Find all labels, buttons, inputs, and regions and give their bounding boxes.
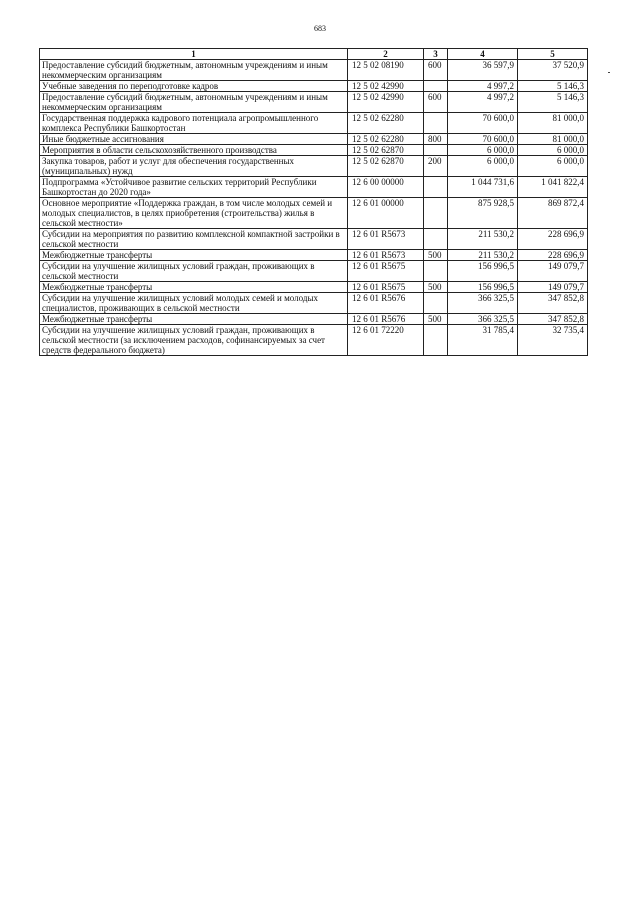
header-col-5: 5 — [518, 49, 588, 60]
table-row — [40, 293, 588, 314]
row-name: Подпрограмма «Устойчивое развитие сельских территорий Республики Башкортостан до 2020 года» — [40, 177, 348, 198]
row-value-col5: 228 696,9 — [518, 229, 588, 250]
table-row — [40, 325, 588, 356]
row-code: 12 6 00 00000 — [348, 177, 424, 198]
table-row — [40, 177, 588, 198]
row-code: 12 5 02 62870 — [348, 145, 424, 156]
row-value-col5: 228 696,9 — [518, 250, 588, 261]
row-name: Субсидии на улучшение жилищных условий граждан, проживающих в сельской местности — [40, 261, 348, 282]
row-name: Предоставление субсидий бюджетным, автономным учреждениям и иным некоммерческим организациям — [40, 60, 348, 81]
row-value-col4: 1 044 731,6 — [448, 177, 518, 198]
row-code: 12 6 01 R5673 — [348, 250, 424, 261]
row-name: Межбюджетные трансферты — [40, 282, 348, 293]
row-value-col5: 347 852,8 — [518, 314, 588, 325]
row-value-col4: 31 785,4 — [448, 325, 518, 356]
row-code: 12 6 01 R5676 — [348, 314, 424, 325]
row-value-col5: 1 041 822,4 — [518, 177, 588, 198]
table-header — [40, 49, 588, 60]
row-value-col4: 6 000,0 — [448, 145, 518, 156]
row-code: 12 6 01 R5675 — [348, 261, 424, 282]
row-value-col5: 81 000,0 — [518, 113, 588, 134]
row-type: 200 — [424, 156, 448, 177]
table-row — [40, 134, 588, 145]
table-row — [40, 60, 588, 81]
row-value-col4: 366 325,5 — [448, 314, 518, 325]
row-value-col4: 6 000,0 — [448, 156, 518, 177]
row-value-col5: 37 520,9 — [518, 60, 588, 81]
table-row — [40, 229, 588, 250]
row-value-col4: 366 325,5 — [448, 293, 518, 314]
table-row — [40, 113, 588, 134]
row-name: Мероприятия в области сельскохозяйственного производства — [40, 145, 348, 156]
row-value-col4: 36 597,9 — [448, 60, 518, 81]
row-value-col4: 70 600,0 — [448, 113, 518, 134]
row-code: 12 5 02 62280 — [348, 134, 424, 145]
table-row — [40, 250, 588, 261]
table-row — [40, 156, 588, 177]
table-row — [40, 81, 588, 92]
table-row — [40, 261, 588, 282]
scan-speck — [608, 72, 610, 73]
header-row — [40, 49, 588, 60]
row-name: Иные бюджетные ассигнования — [40, 134, 348, 145]
row-value-col5: 32 735,4 — [518, 325, 588, 356]
row-type — [424, 81, 448, 92]
row-code: 12 5 02 42990 — [348, 81, 424, 92]
row-name: Субсидии на улучшение жилищных условий молодых семей и молодых специалистов, проживающих в сельской местности — [40, 293, 348, 314]
row-code: 12 6 01 00000 — [348, 198, 424, 229]
row-name: Учебные заведения по переподготовке кадров — [40, 81, 348, 92]
row-code: 12 6 01 R5675 — [348, 282, 424, 293]
row-value-col5: 6 000,0 — [518, 156, 588, 177]
row-value-col4: 4 997,2 — [448, 81, 518, 92]
row-code: 12 5 02 62870 — [348, 156, 424, 177]
row-type: 500 — [424, 250, 448, 261]
row-value-col4: 875 928,5 — [448, 198, 518, 229]
row-type — [424, 145, 448, 156]
row-type — [424, 293, 448, 314]
table-row — [40, 282, 588, 293]
row-name: Государственная поддержка кадрового потенциала агропромышленного комплекса Республики Башкортостан — [40, 113, 348, 134]
table-row — [40, 198, 588, 229]
row-code: 12 6 01 R5676 — [348, 293, 424, 314]
table-row — [40, 145, 588, 156]
row-value-col5: 869 872,4 — [518, 198, 588, 229]
row-type: 500 — [424, 314, 448, 325]
row-type: 500 — [424, 282, 448, 293]
header-col-2: 2 — [348, 49, 424, 60]
row-type — [424, 113, 448, 134]
row-type: 600 — [424, 92, 448, 113]
row-code: 12 5 02 08190 — [348, 60, 424, 81]
row-type — [424, 229, 448, 250]
row-value-col5: 149 079,7 — [518, 261, 588, 282]
header-col-1: 1 — [40, 49, 348, 60]
row-name: Субсидии на улучшение жилищных условий граждан, проживающих в сельской местности (за исключением расходов, софинансируемых за счет средств федерального бюджета) — [40, 325, 348, 356]
budget-table — [39, 48, 588, 356]
row-value-col4: 4 997,2 — [448, 92, 518, 113]
row-value-col5: 149 079,7 — [518, 282, 588, 293]
row-code: 12 6 01 R5673 — [348, 229, 424, 250]
row-name: Межбюджетные трансферты — [40, 314, 348, 325]
row-type: 800 — [424, 134, 448, 145]
row-name: Предоставление субсидий бюджетным, автономным учреждениям и иным некоммерческим организациям — [40, 92, 348, 113]
row-value-col4: 211 530,2 — [448, 229, 518, 250]
row-value-col4: 156 996,5 — [448, 282, 518, 293]
row-value-col5: 5 146,3 — [518, 81, 588, 92]
row-type — [424, 198, 448, 229]
header-col-3: 3 — [424, 49, 448, 60]
row-value-col4: 70 600,0 — [448, 134, 518, 145]
row-code: 12 5 02 42990 — [348, 92, 424, 113]
row-type: 600 — [424, 60, 448, 81]
row-type — [424, 177, 448, 198]
table-body — [40, 60, 588, 356]
row-name: Межбюджетные трансферты — [40, 250, 348, 261]
row-type — [424, 325, 448, 356]
row-value-col5: 81 000,0 — [518, 134, 588, 145]
row-value-col4: 211 530,2 — [448, 250, 518, 261]
row-code: 12 5 02 62280 — [348, 113, 424, 134]
row-value-col5: 5 146,3 — [518, 92, 588, 113]
row-name: Субсидии на мероприятия по развитию комплексной компактной застройки в сельской местности — [40, 229, 348, 250]
table-row — [40, 314, 588, 325]
header-col-4: 4 — [448, 49, 518, 60]
row-type — [424, 261, 448, 282]
row-code: 12 6 01 72220 — [348, 325, 424, 356]
row-value-col5: 6 000,0 — [518, 145, 588, 156]
row-value-col5: 347 852,8 — [518, 293, 588, 314]
page-number: 683 — [314, 24, 326, 33]
row-name: Закупка товаров, работ и услуг для обеспечения государственных (муниципальных) нужд — [40, 156, 348, 177]
table-row — [40, 92, 588, 113]
row-name: Основное мероприятие «Поддержка граждан, в том числе молодых семей и молодых специалистов, в целях приобретения (строительства) жилья в сельской местности» — [40, 198, 348, 229]
row-value-col4: 156 996,5 — [448, 261, 518, 282]
